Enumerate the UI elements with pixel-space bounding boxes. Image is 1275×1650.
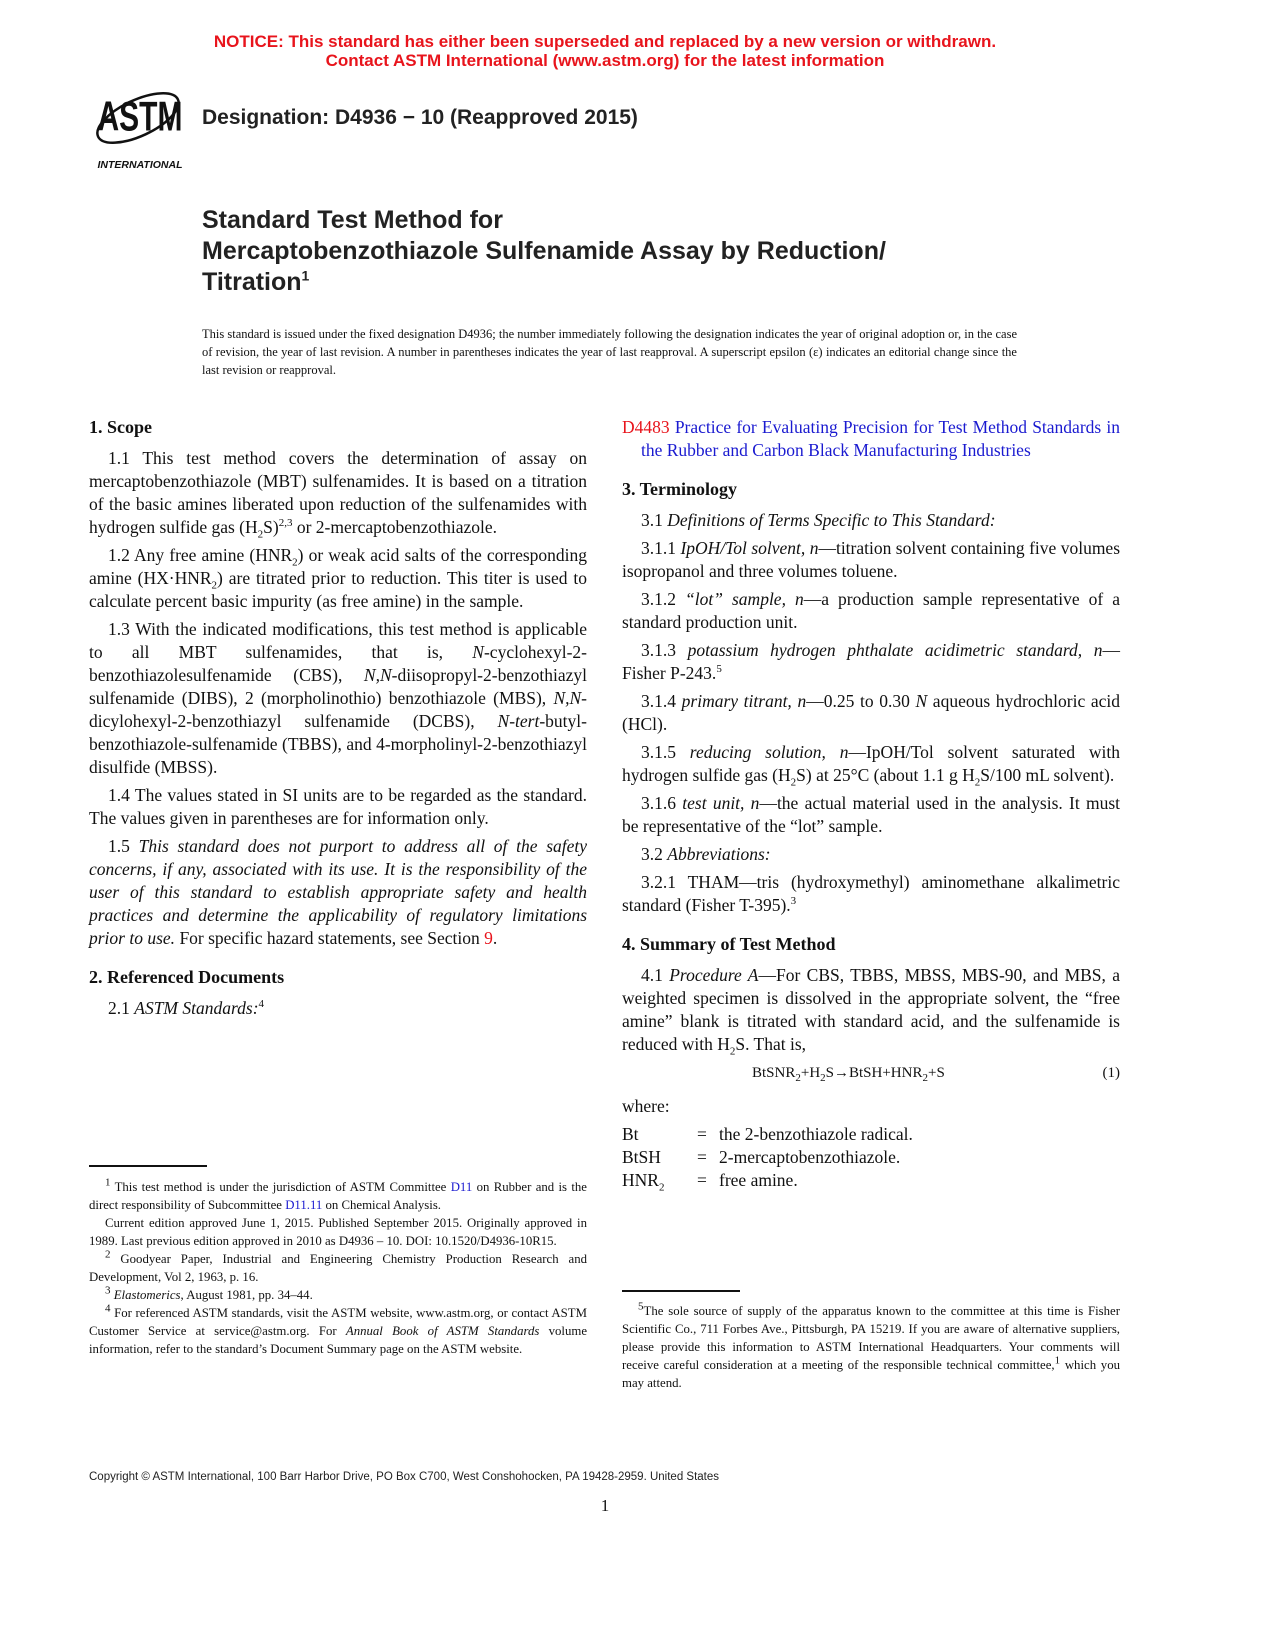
text-segment: -dicylohexyl-2-benzothiazyl sulfenamide (DCBS), bbox=[89, 688, 587, 731]
subscript: 2 bbox=[795, 1072, 801, 1084]
paragraph bbox=[622, 588, 1120, 634]
equation bbox=[752, 1062, 1120, 1085]
footnote bbox=[89, 1214, 587, 1250]
text-segment: S/100 mL solvent). bbox=[980, 765, 1115, 785]
paragraph bbox=[89, 997, 587, 1020]
text-segment: Abbreviations: bbox=[667, 844, 771, 864]
notice-line-2: Contact ASTM International (www.astm.org) for the latest information bbox=[325, 51, 885, 70]
subscript: 2 bbox=[790, 776, 797, 789]
superscript: 4 bbox=[105, 1302, 111, 1315]
where-definitions bbox=[622, 1123, 1120, 1192]
text-segment: +H bbox=[800, 1065, 821, 1081]
text-segment: or 2-mercaptobenzothiazole. bbox=[292, 517, 498, 537]
footnote bbox=[89, 1304, 587, 1358]
text-segment: 1.3 With the indicated modifications, this test method is applicable to all MBT sulfenamides, that is, bbox=[89, 619, 587, 662]
text-segment: 4. Summary of Test Method bbox=[622, 934, 836, 954]
svg-text:ASTM: ASTM bbox=[97, 92, 183, 140]
text-segment: . bbox=[492, 928, 498, 948]
text-segment: Elastomerics bbox=[113, 1288, 181, 1302]
footnote-divider-left bbox=[89, 1165, 207, 1167]
text-segment: 3.1.5 bbox=[641, 742, 690, 762]
text-segment: volume information, refer to the standard’s Document Summary page on the ASTM website. bbox=[89, 1324, 588, 1356]
paragraph bbox=[622, 690, 1120, 736]
section-heading bbox=[89, 966, 587, 989]
text-segment: —0.25 to 0.30 bbox=[806, 691, 916, 711]
text-segment: ASTM Standards: bbox=[134, 998, 259, 1018]
text-segment: ) or weak acid salts of the corresponding amine (HX·HNR bbox=[89, 545, 588, 588]
text-segment: 3.1 bbox=[641, 510, 668, 530]
text-segment: -cyclohexyl-2-benzothiazolesulfenamide (CBS), bbox=[89, 642, 587, 685]
text-segment: S) bbox=[263, 517, 279, 537]
text-segment: reducing solution, n bbox=[689, 742, 849, 762]
text-segment: —the actual material used in the analysis. It must be representative of the “lot” sample. bbox=[622, 793, 1121, 836]
paragraph bbox=[622, 509, 1120, 532]
text-segment: 3.1.3 bbox=[641, 640, 688, 660]
text-segment: —IpOH/Tol solvent saturated with hydrogen sulfide gas (H bbox=[622, 742, 1120, 785]
paragraph bbox=[89, 784, 587, 830]
equals-sign: = bbox=[697, 1124, 707, 1144]
copyright: Copyright © ASTM International, 100 Barr Harbor Drive, PO Box C700, West Conshohocken, PA 19428-2959. United States bbox=[89, 1471, 720, 1483]
paragraph bbox=[622, 843, 1120, 866]
superscript: 1 bbox=[105, 1176, 111, 1189]
superscript: 3 bbox=[105, 1284, 111, 1297]
text-segment: —Fisher P-243. bbox=[622, 640, 1120, 683]
text-segment: —titration solvent containing five volumes isopropanol and three volumes toluene. bbox=[622, 538, 1121, 581]
text-segment: 1.4 The values stated in SI units are to be regarded as the standard. The values given in parentheses are for information only. bbox=[89, 785, 587, 828]
paragraph bbox=[622, 741, 1120, 787]
definition: free amine. bbox=[719, 1170, 798, 1190]
link[interactable]: Practice for Evaluating Precision for Test Method Standards in the Rubber and Carbon Black Manufacturing Industries bbox=[641, 417, 1120, 460]
text-segment: -diisopropyl-2-benzothiazyl sulfenamide (DIBS), 2 (morpholinothio) benzothiazole (MBS), bbox=[89, 665, 587, 708]
text-segment: The sole source of supply of the apparatus known to the committee at this time is Fisher Scientific Co., 711 Forbes Ave., Pittsburgh, PA 15219. If you are aware of alternative suppliers, please provide this information to ASTM International Headquarters. Your comments will receive careful consideration at a meeting of the responsible technical committee, bbox=[622, 1304, 1120, 1372]
text-segment: 4.1 bbox=[641, 965, 670, 985]
text-segment: S. That is, bbox=[735, 1034, 807, 1054]
text-segment: 1.1 This test method covers the determination of assay on mercaptobenzothiazole (MBT) sulfenamides. It is based on a titration of the basic amines liberated upon reduction of the sulfenamides with hydrogen sulfide gas (H bbox=[89, 448, 587, 537]
equation-body bbox=[752, 1062, 945, 1085]
equation-number: (1) bbox=[1102, 1065, 1120, 1081]
link[interactable]: D11.11 bbox=[285, 1198, 323, 1212]
title-line-1: Standard Test Method for bbox=[202, 206, 503, 234]
subscript: 2 bbox=[257, 528, 264, 541]
text-segment: This standard does not purport to address all of the safety concerns, if any, associated with its use. It is the responsibility of the user of this standard to establish appropriate safety and health practices and determine the applicability of regulatory limitations prior to use. bbox=[89, 836, 588, 948]
notice-line-1: NOTICE: This standard has either been superseded and replaced by a new version or withdrawn. bbox=[213, 32, 997, 51]
text-segment: 3. Terminology bbox=[622, 479, 738, 499]
superscript: 2 bbox=[105, 1248, 111, 1261]
referenced-document[interactable] bbox=[622, 416, 1120, 462]
text-segment: 1.2 Any free amine (HNR bbox=[108, 545, 293, 565]
text-segment: For specific hazard statements, see Section bbox=[175, 928, 485, 948]
text-segment: N bbox=[915, 691, 928, 711]
subscript: 2 bbox=[292, 556, 298, 569]
symbol-text: BtSH bbox=[622, 1147, 661, 1167]
footnotes-left bbox=[89, 1178, 587, 1358]
footnotes-right bbox=[622, 1302, 1120, 1392]
text-segment: 2. Referenced Documents bbox=[89, 967, 285, 987]
title-line-2: Mercaptobenzothiazole Sulfenamide Assay by Reduction/ bbox=[202, 237, 886, 265]
astm-logo bbox=[90, 80, 190, 172]
paragraph bbox=[89, 447, 587, 539]
section-heading bbox=[89, 416, 587, 439]
footnote bbox=[89, 1178, 587, 1214]
text-segment: For referenced ASTM standards, visit the ASTM website, www.astm.org, or contact ASTM Customer Service at service@astm.org. For bbox=[89, 1306, 587, 1338]
paragraph bbox=[622, 871, 1120, 917]
text-segment: on Rubber and is the direct responsibility of Subcommittee bbox=[89, 1180, 587, 1212]
symbol bbox=[622, 1146, 697, 1169]
text-segment: 3.1.4 bbox=[641, 691, 682, 711]
section-heading bbox=[622, 478, 1120, 501]
text-segment: Current edition approved June 1, 2015. Published September 2015. Originally approved in 1989. Last previous edition approved in 2010 as D4936 – 10. DOI: 10.1520/D4936-10R15. bbox=[89, 1216, 587, 1248]
symbol bbox=[622, 1123, 697, 1146]
text-segment: on Chemical Analysis. bbox=[322, 1198, 441, 1212]
paragraph bbox=[622, 792, 1120, 838]
link[interactable]: 9 bbox=[484, 928, 493, 948]
text-segment: aqueous hydrochloric acid (HCl). bbox=[622, 691, 1120, 734]
text-segment: N-tert bbox=[497, 711, 540, 731]
text-segment: 1.5 bbox=[108, 836, 139, 856]
issued-note: This standard is issued under the fixed designation D4936; the number immediately following the designation indicates the year of original adoption or, in the case of revision, the year of last revision. A number in parentheses indicates the year of last reapproval. A superscript epsilon (ε) indicates an editorial change since the last revision or reapproval. bbox=[202, 327, 1017, 377]
subscript: 2 bbox=[211, 579, 218, 592]
left-column bbox=[89, 416, 587, 1025]
paragraph bbox=[622, 639, 1120, 685]
text-segment: potassium hydrogen phthalate acidimetric standard, n bbox=[687, 640, 1103, 660]
text-segment: 3.2.1 THAM—tris (hydroxymethyl) aminomethane alkalimetric standard (Fisher T-395). bbox=[622, 872, 1120, 915]
paragraph bbox=[622, 537, 1120, 583]
superscript: 2,3 bbox=[278, 517, 293, 530]
footnote-divider-right bbox=[622, 1290, 740, 1292]
equals-sign: = bbox=[697, 1147, 707, 1167]
text-segment: 3.1.1 bbox=[641, 538, 681, 558]
subscript: 2 bbox=[658, 1181, 665, 1194]
page-number: 1 bbox=[600, 1496, 610, 1515]
paragraph bbox=[622, 964, 1120, 1056]
text-segment: Procedure A bbox=[669, 965, 759, 985]
text-segment: -butyl-benzothiazole-sulfenamide (TBBS), and 4-morpholinyl-2-benzothiazyl disulfide (MBSS). bbox=[89, 711, 587, 777]
text-segment: S→BtSH+HNR bbox=[825, 1065, 923, 1081]
document-title bbox=[202, 205, 886, 298]
paragraph bbox=[89, 618, 587, 779]
text-segment: IpOH/Tol solvent, n bbox=[680, 538, 819, 558]
where-label: where: bbox=[622, 1096, 670, 1116]
superscript: 4 bbox=[258, 998, 265, 1011]
superscript: 5 bbox=[638, 1300, 644, 1313]
text-segment: Annual Book of ASTM Standards bbox=[345, 1324, 540, 1338]
footnote bbox=[622, 1302, 1120, 1392]
subscript: 2 bbox=[974, 776, 981, 789]
text-segment: Definitions of Terms Specific to This Standard: bbox=[667, 510, 996, 530]
title-line-3: Titration bbox=[202, 268, 302, 296]
text-segment: This test method is under the jurisdiction of ASTM Committee bbox=[110, 1180, 451, 1194]
text-segment: —a production sample representative of a standard production unit. bbox=[622, 589, 1121, 632]
superscript: 5 bbox=[716, 663, 722, 676]
text-segment: S) at 25°C (about 1.1 g H bbox=[796, 765, 975, 785]
text-segment: 1. Scope bbox=[89, 417, 152, 437]
svg-text:INTERNATIONAL: INTERNATIONAL bbox=[97, 159, 183, 171]
text-segment: 3.1.2 bbox=[641, 589, 686, 609]
symbol-text: Bt bbox=[622, 1124, 639, 1144]
text-segment: which you may attend. bbox=[622, 1358, 1120, 1390]
text-segment: test unit, n bbox=[682, 793, 760, 813]
text-segment: 2.1 bbox=[108, 998, 135, 1018]
symbol bbox=[622, 1169, 697, 1192]
supersession-notice bbox=[0, 32, 1210, 70]
definition: the 2-benzothiazole radical. bbox=[719, 1124, 913, 1144]
text-segment: ) are titrated prior to reduction. This titer is used to calculate percent basic impurity (as free amine) in the sample. bbox=[89, 568, 588, 611]
text-segment: “lot” sample, n bbox=[685, 589, 804, 609]
symbol-text: HNR bbox=[622, 1170, 659, 1190]
text-segment: +S bbox=[927, 1065, 945, 1081]
link[interactable]: D11 bbox=[450, 1180, 473, 1194]
text-segment: 3.1.6 bbox=[641, 793, 683, 813]
section-heading bbox=[622, 933, 1120, 956]
text-segment: primary titrant, n bbox=[681, 691, 807, 711]
text-segment: Goodyear Paper, Industrial and Engineering Chemistry Production Research and Development, Vol 2, 1963, p. 16. bbox=[89, 1252, 587, 1284]
text-segment: 3.2 bbox=[641, 844, 668, 864]
definition: 2-mercaptobenzothiazole. bbox=[719, 1147, 901, 1167]
superscript: 3 bbox=[790, 895, 797, 908]
text-segment: BtSNR bbox=[752, 1065, 796, 1081]
subscript: 2 bbox=[820, 1072, 826, 1084]
link[interactable]: D4483 bbox=[622, 417, 670, 437]
subscript: 2 bbox=[922, 1072, 928, 1084]
paragraph bbox=[89, 835, 587, 950]
equals-sign: = bbox=[697, 1170, 707, 1190]
designation: Designation: D4936 − 10 (Reapproved 2015) bbox=[202, 106, 638, 129]
superscript: 1 bbox=[1054, 1354, 1061, 1367]
footnote bbox=[89, 1250, 587, 1286]
paragraph bbox=[89, 544, 587, 613]
text-segment: N,N bbox=[363, 665, 392, 685]
text-segment: , August 1981, pp. 34–44. bbox=[180, 1288, 313, 1302]
text-segment: N bbox=[472, 642, 484, 662]
subscript: 2 bbox=[729, 1045, 736, 1058]
title-footnote-mark[interactable]: 1 bbox=[301, 267, 310, 284]
footnote bbox=[89, 1286, 587, 1304]
right-column bbox=[622, 416, 1120, 1192]
text-segment: —For CBS, TBBS, MBSS, MBS-90, and MBS, a weighted specimen is dissolved in the appropriate solvent, the “free amine” blank is titrated with standard acid, and the sulfenamide is reduced with H bbox=[622, 965, 1121, 1054]
text-segment: N,N bbox=[553, 688, 582, 708]
